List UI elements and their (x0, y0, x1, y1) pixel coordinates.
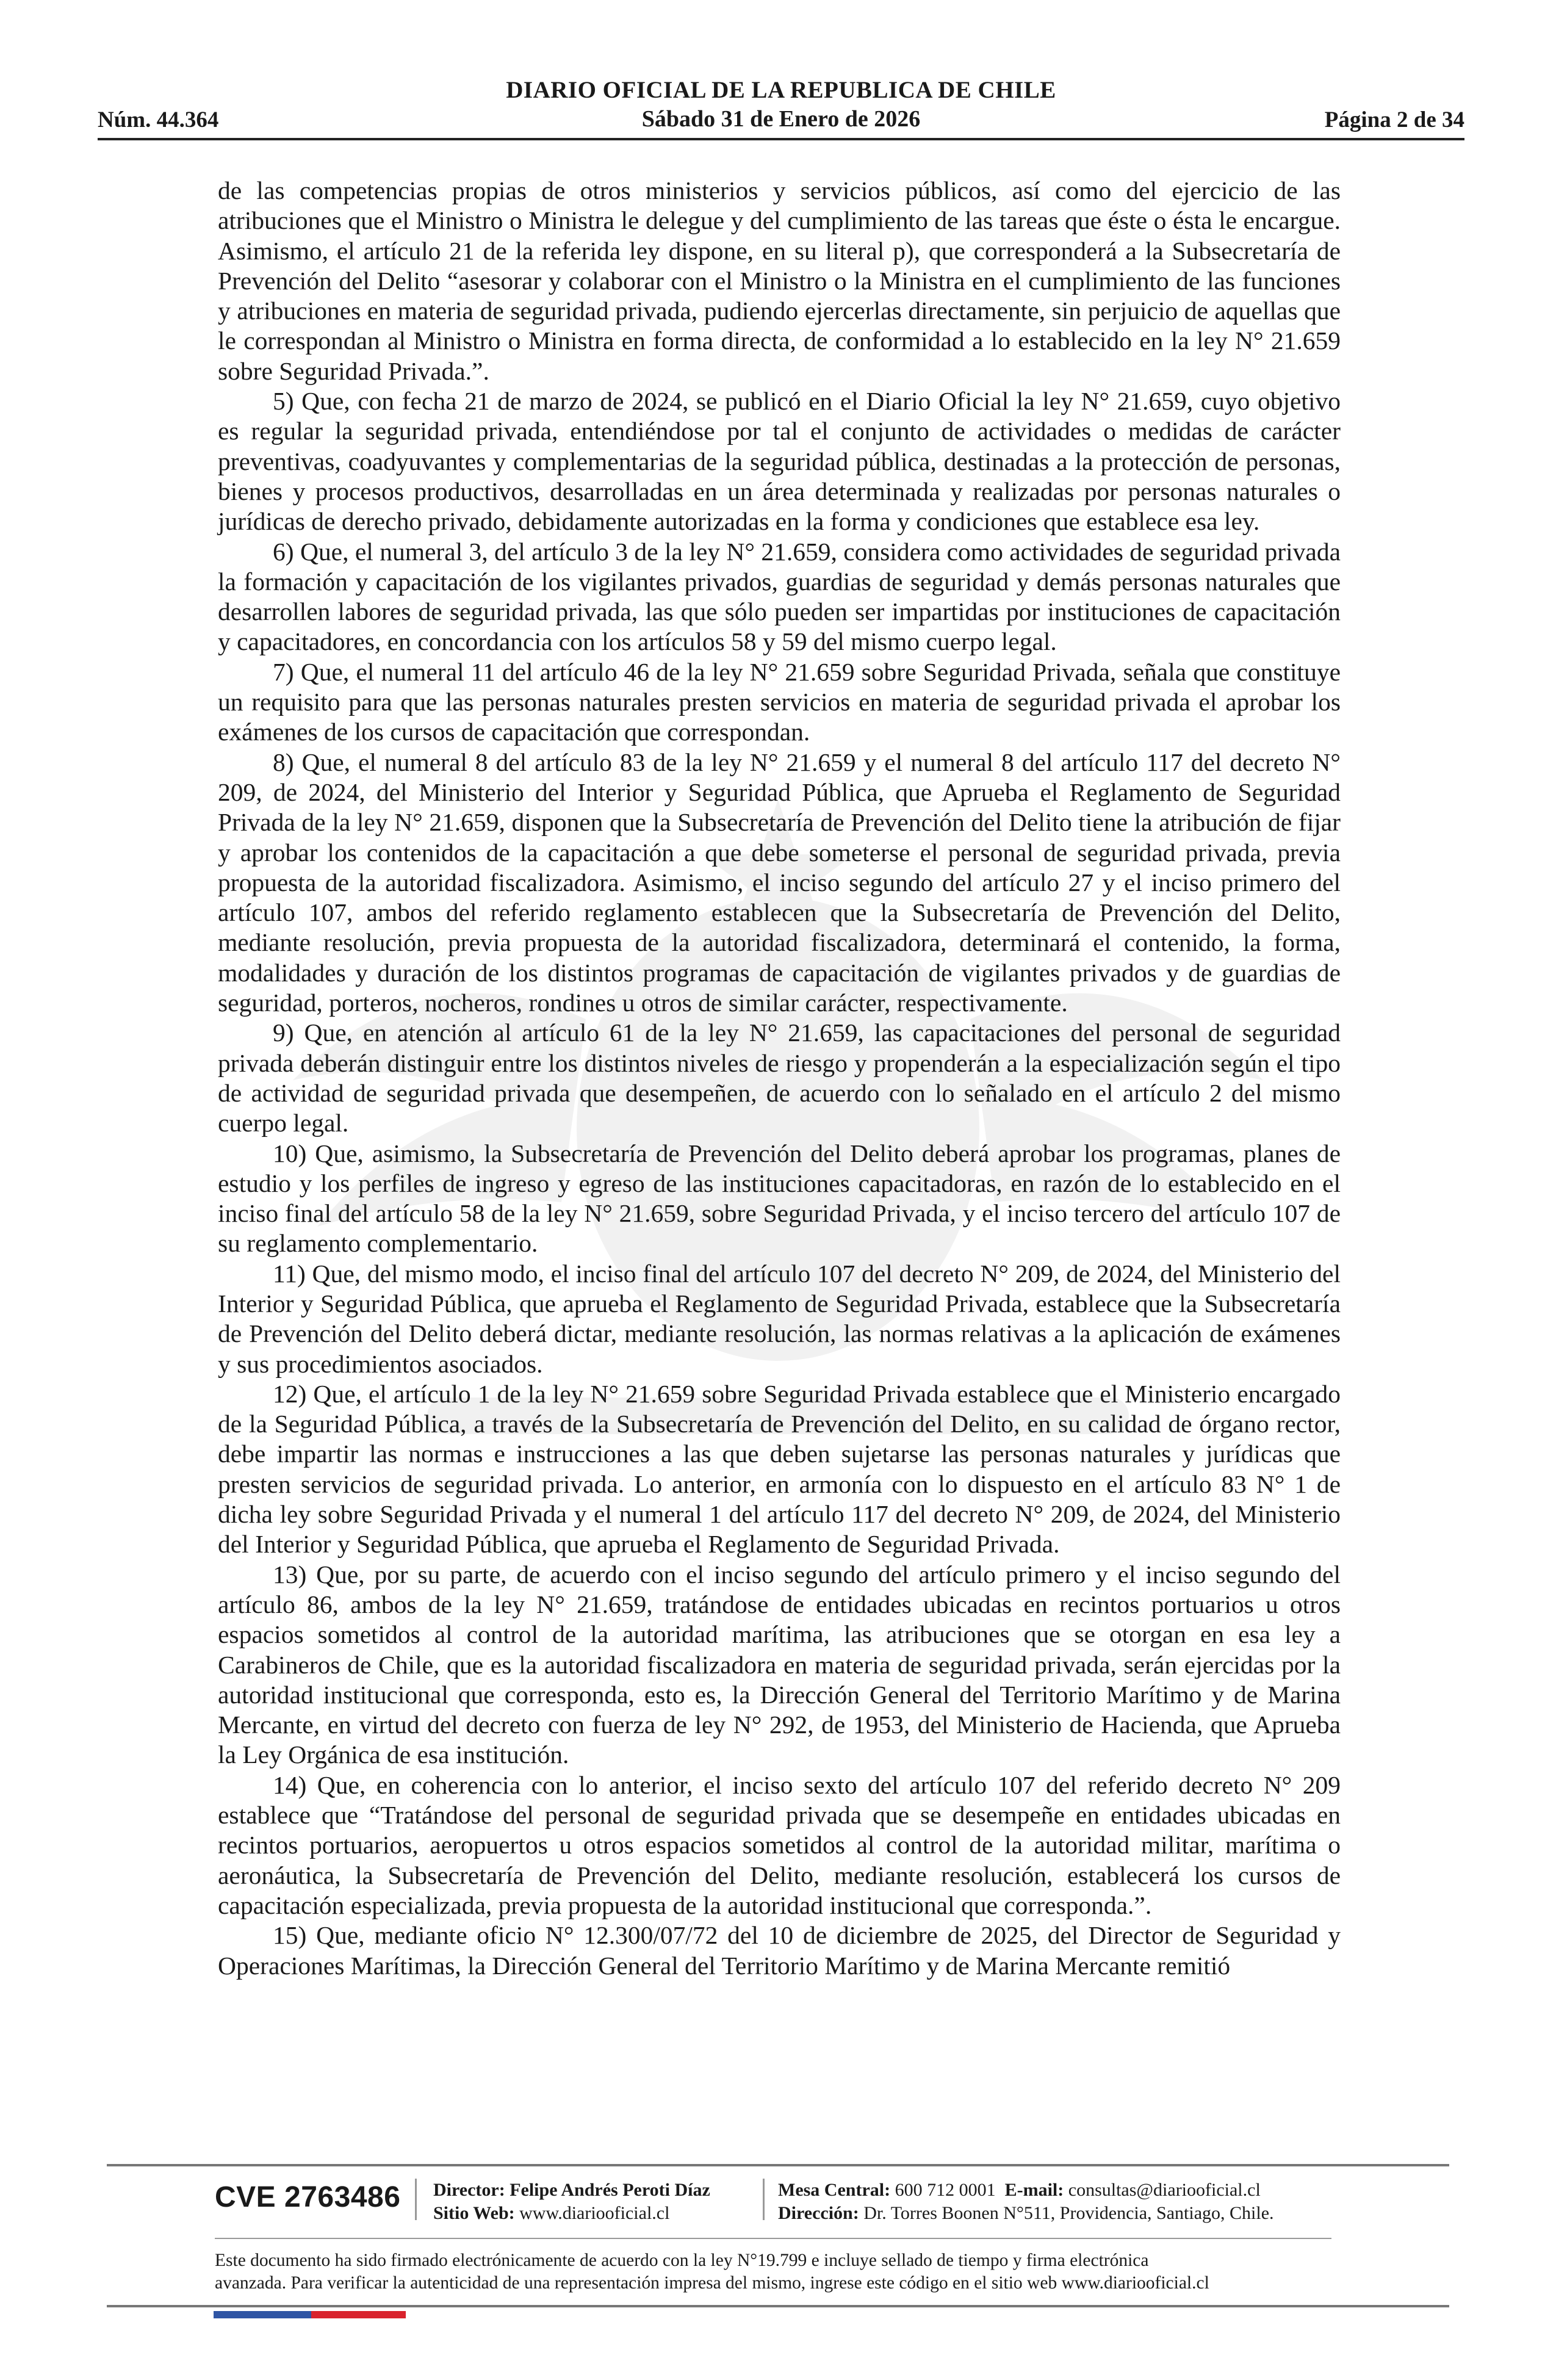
footer-separator (415, 2179, 417, 2220)
paragraph-12: 12) Que, el artículo 1 de la ley N° 21.659 sobre Seguridad Privada establece que el Ministerio encargado de la Seguridad Pública, a través de la Subsecretaría de Prevención del Delito, en su calidad de órgano rector, debe impartir las normas e instrucciones a las que deben sujetarse las personas naturales y jurídicas que presten servicios de seguridad privada. Lo anterior, en armonía con lo dispuesto en el artículo 83 N° 1 de dicha ley sobre Seguridad Privada y el numeral 1 del artículo 117 del decreto N° 209, de 2024, del Ministerio del Interior y Seguridad Pública, que aprueba el Reglamento de Seguridad Privada. (218, 1379, 1341, 1559)
paragraph-6: 6) Que, el numeral 3, del artículo 3 de la ley N° 21.659, considera como actividades de seguridad privada la formación y capacitación de los vigilantes privados, guardias de seguridad y demás personas naturales que desarrollen labores de seguridad privada, las que sólo pueden ser impartidas por instituciones de capacitación y capacitadores, en concordancia con los artículos 58 y 59 del mismo cuerpo legal. (218, 537, 1341, 656)
phone-number: 600 712 0001 (895, 2180, 996, 2200)
footer-bottom-divider (107, 2305, 1449, 2307)
page-header (98, 76, 1464, 143)
paragraph-continuation: de las competencias propias de otros ministerios y servicios públicos, así como del ejercicio de las atribuciones que el Ministro o Ministra le delegue y del cumplimiento de las tareas que éste o ésta le encargue. Asimismo, el artículo 21 de la referida ley dispone, en su literal p), que corresponderá a la Subsecretaría de Prevención del Delito “asesorar y colaborar con el Ministro o la Ministra en el cumplimiento de las funciones y atribuciones en materia de seguridad privada, pudiendo ejercerlas directamente, sin perjuicio de aquellas que le correspondan al Ministro o Ministra en forma directa, de conformidad a lo establecido en la ley N° 21.659 sobre Seguridad Privada.”. (218, 176, 1341, 385)
director-label: Director: (433, 2180, 505, 2200)
email-label: E-mail: (1004, 2180, 1064, 2200)
issue-number: Núm. 44.364 (98, 107, 219, 132)
paragraph-14: 14) Que, en coherencia con lo anterior, el inciso sexto del artículo 107 del referido decreto N° 209 establece que “Tratándose del personal de seguridad privada que se desempeñe en entidades ubicadas en recintos portuarios, aeropuertos u otros espacios sometidos al control de la autoridad militar, marítima o aeronáutica, la Subsecretaría de Prevención del Delito, mediante resolución, establecerá los cursos de capacitación especializada, previa propuesta de la autoridad institucional que corresponda.”. (218, 1770, 1341, 1919)
paragraph-11: 11) Que, del mismo modo, el inciso final del artículo 107 del decreto N° 209, de 2024, del Ministerio del Interior y Seguridad Pública, que aprueba el Reglamento de Seguridad Privada, establece que la Subsecretaría de Prevención del Delito deberá dictar, mediante resolución, las normas relativas a la aplicación de exámenes y sus procedimientos asociados. (218, 1259, 1341, 1378)
footer-top-divider (107, 2164, 1449, 2166)
address: Dr. Torres Boonen N°511, Providencia, Santiago, Chile. (863, 2203, 1274, 2223)
publication-title: DIARIO OFICIAL DE LA REPUBLICA DE CHILE (506, 77, 1056, 103)
paragraph-13: 13) Que, por su parte, de acuerdo con el inciso segundo del artículo primero y el inciso segundo del artículo 86, ambos de la ley N° 21.659, tratándose de entidades ubicadas en recintos portuarios u otros espacios sometidos al control de la autoridad marítima, las atribuciones que se otorgan en esa ley a Carabineros de Chile, que es la autoridad fiscalizadora en materia de seguridad privada, serán ejercidas por la autoridad institucional que corresponda, esto es, la Dirección General del Territorio Marítimo y de Marina Mercante, en virtud del decreto con fuerza de ley N° 292, de 1953, del Ministerio de Hacienda, que Aprueba la Ley Orgánica de esa institución. (218, 1560, 1341, 1769)
paragraph-9: 9) Que, en atención al artículo 61 de la ley N° 21.659, las capacitaciones del personal de seguridad privada deberán distinguir entre los distintos niveles de riesgo y propenderán a la especialización según el tipo de actividad de seguridad privada que desempeñen, de acuerdo con lo señalado en el artículo 2 del mismo cuerpo legal. (218, 1019, 1341, 1138)
director-name: Felipe Andrés Peroti Díaz (510, 2180, 710, 2200)
flag-stripe-red (311, 2311, 406, 2318)
footer-separator (763, 2179, 765, 2220)
footer-director-block (433, 2179, 710, 2225)
email-link[interactable]: consultas@diariooficial.cl (1068, 2180, 1261, 2200)
signature-notice (215, 2249, 1362, 2295)
paragraph-7: 7) Que, el numeral 11 del artículo 46 de la ley N° 21.659 sobre Seguridad Privada, señala que constituye un requisito para que las personas naturales presten servicios en materia de seguridad privada el aprobar los exámenes de los cursos de capacitación que correspondan. (218, 657, 1341, 746)
cve-code: CVE 2763486 (215, 2181, 401, 2213)
website-link[interactable]: www.diariooficial.cl (519, 2203, 670, 2223)
page-number: Página 2 de 34 (1324, 107, 1464, 132)
phone-label: Mesa Central: (778, 2180, 891, 2200)
paragraph-15: 15) Que, mediante oficio N° 12.300/07/72 del 10 de diciembre de 2025, del Director de Seguridad y Operaciones Marítimas, la Dirección General del Territorio Marítimo y de Marina Mercante remitió (218, 1921, 1341, 1980)
paragraph-5: 5) Que, con fecha 21 de marzo de 2024, se publicó en el Diario Oficial la ley N° 21.659, cuyo objetivo es regular la seguridad privada, entendiéndose por tal el conjunto de actividades o medidas de carácter preventivas, coadyuvantes y complementarias de la seguridad pública, destinadas a la protección de personas, bienes y procesos productivos, desarrolladas en un área determinada y realizadas por personas naturales o jurídicas de derecho privado, debidamente autorizadas en la forma y condiciones que establece esa ley. (218, 387, 1341, 536)
website-label: Sitio Web: (433, 2203, 515, 2223)
footer-mid-divider (215, 2238, 1331, 2239)
issue-date: Sábado 31 de Enero de 2026 (641, 106, 921, 132)
footer-contact-block (778, 2179, 1274, 2225)
signature-notice-line: avanzada. Para verificar la autenticidad de una representación impresa del mismo, ingrese este código en el sitio web www.diariooficial.cl (215, 2273, 1209, 2293)
header-divider (98, 138, 1464, 140)
address-label: Dirección: (778, 2203, 859, 2223)
paragraph-8: 8) Que, el numeral 8 del artículo 83 de la ley N° 21.659 y el numeral 8 del artículo 117 del decreto N° 209, de 2024, del Ministerio del Interior y Seguridad Pública, que Aprueba el Reglamento de Seguridad Privada de la ley N° 21.659, disponen que la Subsecretaría de Prevención del Delito tiene la atribución de fijar y aprobar los contenidos de la capacitación a que debe someterse el personal de seguridad privada, previa propuesta de la autoridad fiscalizadora. Asimismo, el inciso segundo del artículo 27 y el inciso primero del artículo 107, ambos del referido reglamento establecen que la Subsecretaría de Prevención del Delito, mediante resolución, previa propuesta de la autoridad fiscalizadora, determinará el contenido, la forma, modalidades y duración de los distintos programas de capacitación de vigilantes privados y de guardias de seguridad, porteros, nocheros, rondines u otros de similar carácter, respectivamente. (218, 748, 1341, 1017)
flag-stripe-blue (214, 2311, 311, 2318)
paragraph-10: 10) Que, asimismo, la Subsecretaría de Prevención del Delito deberá aprobar los programas, planes de estudio y los perfiles de ingreso y egreso de las instituciones capacitadoras, en razón de lo establecido en el inciso final del artículo 58 de la ley N° 21.659, sobre Seguridad Privada, y el inciso tercero del artículo 107 de su reglamento complementario. (218, 1139, 1341, 1258)
signature-notice-line: Este documento ha sido firmado electrónicamente de acuerdo con la ley N°19.799 e incluye sellado de tiempo y firma electrónica (215, 2251, 1149, 2270)
document-body (218, 176, 1341, 1981)
